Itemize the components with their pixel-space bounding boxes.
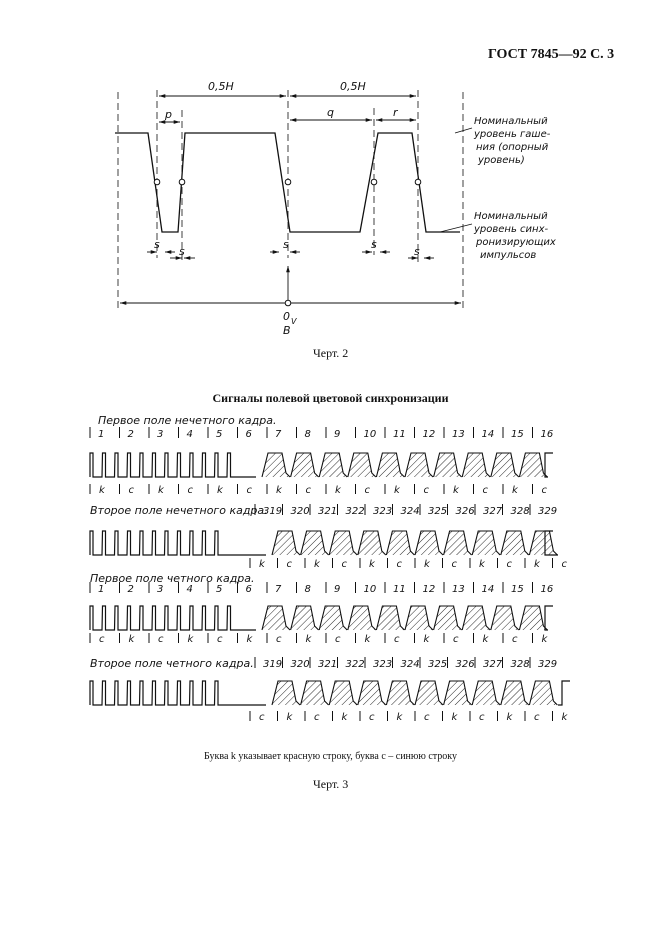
row-letter: k (424, 559, 430, 570)
row-letter: k (561, 712, 568, 723)
color-sync-pulse (529, 681, 557, 705)
line-number: 323 (373, 506, 393, 517)
row-letter: c (314, 712, 320, 723)
line-number: 328 (510, 506, 530, 517)
line-number: 329 (538, 506, 558, 517)
line-number: 327 (483, 506, 503, 517)
fig3-note: Буква k указывает красную строку, буква c – синюю строку (204, 751, 457, 762)
page-header: ГОСТ 7845—92 С. 3 (488, 47, 615, 62)
p-label: p (165, 108, 172, 121)
color-sync-pulse (444, 531, 472, 555)
row-letter: c (396, 559, 402, 570)
color-sync-pulse (405, 453, 433, 477)
color-sync-pulse (358, 531, 386, 555)
row-letter: c (561, 559, 567, 570)
row-letter: k (423, 634, 430, 645)
color-sync-pulse (376, 606, 404, 630)
row-letter: c (394, 634, 400, 645)
row-letter: k (369, 559, 375, 570)
label-line: импульсов (480, 250, 537, 261)
row-letter: c (335, 634, 341, 645)
color-sync-pulse (519, 453, 547, 477)
row-letter: k (99, 485, 105, 496)
line-number: 320 (290, 506, 310, 517)
ov-subscript: V (291, 317, 297, 326)
row-letter: c (217, 634, 223, 645)
row-letter: k (286, 712, 293, 723)
row-letter: k (128, 634, 135, 645)
line-number: 1 (98, 429, 105, 440)
row-label: Первое поле четного кадра. (90, 572, 255, 585)
color-sync-pulse (491, 453, 519, 477)
row-letter: c (453, 634, 459, 645)
color-sync-pulse (519, 606, 547, 630)
row-letter: c (541, 485, 547, 496)
line-sync-tail (545, 453, 553, 477)
line-number: 13 (452, 584, 465, 595)
color-sync-pulse (529, 531, 557, 555)
color-sync-pulse (272, 681, 300, 705)
signal-row (90, 504, 568, 570)
row-letter: k (187, 634, 194, 645)
row-letter: c (158, 634, 164, 645)
line-number: 14 (481, 429, 495, 440)
color-sync-pulse (434, 453, 462, 477)
row-label: Первое поле нечетного кадра. (98, 414, 277, 427)
color-sync-pulse (291, 453, 319, 477)
line-number: 16 (540, 584, 554, 595)
row-letter: k (541, 634, 548, 645)
row-letter: k (453, 485, 459, 496)
line-number: 8 (304, 429, 311, 440)
row-letter: c (506, 559, 512, 570)
line-number: 16 (540, 429, 554, 440)
fig3-title: Сигналы полевой цветовой синхронизации (212, 391, 449, 405)
row-letter: k (534, 559, 540, 570)
line-number: 7 (275, 429, 282, 440)
color-sync-pulse (291, 606, 319, 630)
line-number: 327 (483, 659, 503, 670)
line-number: 324 (400, 659, 420, 670)
row-letter: c (534, 712, 540, 723)
label-line: уровень) (478, 155, 525, 166)
line-sync-tail (558, 681, 570, 705)
color-sync-pulse (329, 531, 357, 555)
line-number: 5 (216, 429, 223, 440)
color-sync-pulse (301, 681, 329, 705)
line-sync-tail (545, 606, 553, 630)
line-number: 1 (98, 584, 105, 595)
line-number: 15 (511, 584, 524, 595)
line-number: 2 (127, 429, 134, 440)
line-number: 10 (363, 584, 377, 595)
color-sync-pulse (262, 453, 290, 477)
line-number: 4 (186, 584, 193, 595)
row-label: Второе поле четного кадра. (90, 657, 254, 670)
s-label: s (154, 238, 160, 251)
row-letter: k (276, 485, 282, 496)
q-label: q (327, 106, 334, 119)
line-number: 12 (422, 429, 436, 440)
row-letter: k (217, 485, 223, 496)
row-letter: k (482, 634, 489, 645)
line-number: 11 (393, 429, 406, 440)
color-sync-pulse (415, 531, 443, 555)
line-number: 3 (157, 429, 164, 440)
fig2-caption: Черт. 2 (313, 346, 349, 360)
s-label: s (414, 245, 420, 258)
color-sync-pulse (386, 681, 414, 705)
line-number: 9 (334, 584, 341, 595)
color-sync-pulse (444, 681, 472, 705)
dim-label-b: 0,5H (340, 80, 366, 93)
row-letter: k (246, 634, 253, 645)
equalizing-pulses (90, 453, 256, 477)
row-letter: k (506, 712, 513, 723)
row-letter: k (259, 559, 265, 570)
color-sync-pulse (501, 531, 529, 555)
color-sync-pulse (462, 606, 490, 630)
line-number: 14 (481, 584, 495, 595)
line-number: 322 (345, 659, 365, 670)
row-letter: c (364, 485, 370, 496)
line-number: 322 (345, 506, 365, 517)
row-letter: c (128, 485, 134, 496)
row-letter: k (335, 485, 341, 496)
row-letter: k (479, 559, 485, 570)
signal-row (90, 657, 570, 723)
line-number: 13 (452, 429, 465, 440)
ov-label: 0 (283, 310, 290, 323)
row-letter: k (305, 634, 312, 645)
color-sync-pulse (472, 531, 500, 555)
s-label: s (283, 238, 289, 251)
color-sync-pulse (319, 453, 347, 477)
color-sync-pulse (301, 531, 329, 555)
row-letter: k (364, 634, 371, 645)
color-sync-pulse (319, 606, 347, 630)
row-letter: k (158, 485, 164, 496)
row-letter: c (512, 634, 518, 645)
line-number: 325 (428, 659, 448, 670)
line-number: 6 (245, 584, 252, 595)
row-letter: c (305, 485, 311, 496)
line-number: 15 (511, 429, 524, 440)
row-letter: k (341, 712, 348, 723)
line-number: 7 (275, 584, 282, 595)
equalizing-pulses (90, 681, 266, 705)
line-number: 324 (400, 506, 420, 517)
s-label: s (179, 245, 185, 258)
color-sync-pulse (462, 453, 490, 477)
label-line: Номинальный (474, 116, 548, 127)
color-sync-pulse (491, 606, 519, 630)
row-letter: k (314, 559, 320, 570)
row-letter: k (394, 485, 400, 496)
line-number: 2 (127, 584, 134, 595)
line-number: 328 (510, 659, 530, 670)
color-sync-pulse (358, 681, 386, 705)
line-number: 325 (428, 506, 448, 517)
label-line: уровень синх- (474, 224, 549, 235)
color-sync-pulse (376, 453, 404, 477)
color-sync-pulse (405, 606, 433, 630)
line-number: 10 (363, 429, 377, 440)
row-letter: k (396, 712, 403, 723)
row-letter: c (286, 559, 292, 570)
line-number: 326 (455, 506, 475, 517)
label-line: ния (опорный (476, 142, 549, 153)
signal-row (90, 414, 553, 496)
line-number: 321 (318, 659, 338, 670)
line-number: 320 (290, 659, 310, 670)
line-number: 12 (422, 584, 436, 595)
equalizing-pulses (90, 606, 256, 630)
color-sync-pulse (348, 453, 376, 477)
color-sync-pulse (501, 681, 529, 705)
label-line: Номинальный (474, 211, 548, 222)
line-number: 6 (245, 429, 252, 440)
signal-row (90, 572, 553, 645)
color-sync-pulse (415, 681, 443, 705)
row-letter: c (341, 559, 347, 570)
color-sync-pulse (329, 681, 357, 705)
row-letter: c (99, 634, 105, 645)
color-sync-pulse (386, 531, 414, 555)
row-letter: c (479, 712, 485, 723)
row-label: Второе поле нечетного кадра. (90, 504, 268, 517)
color-sync-pulse (272, 531, 300, 555)
line-number: 321 (318, 506, 338, 517)
b-label: B (283, 324, 291, 337)
row-letter: c (482, 485, 488, 496)
row-letter: c (423, 485, 429, 496)
line-number: 5 (216, 584, 223, 595)
row-letter: c (187, 485, 193, 496)
fig3-caption: Черт. 3 (313, 777, 349, 791)
line-number: 9 (334, 429, 341, 440)
line-number: 326 (455, 659, 475, 670)
dim-label-a: 0,5H (208, 80, 234, 93)
row-letter: c (276, 634, 282, 645)
line-number: 11 (393, 584, 406, 595)
line-number: 319 (263, 506, 283, 517)
color-sync-pulse (472, 681, 500, 705)
row-letter: k (451, 712, 458, 723)
color-sync-pulse (262, 606, 290, 630)
color-sync-pulse (434, 606, 462, 630)
row-letter: c (369, 712, 375, 723)
label-line: уровень гаше- (474, 129, 551, 140)
row-letter: c (246, 485, 252, 496)
equalizing-pulses (90, 531, 266, 555)
line-number: 3 (157, 584, 164, 595)
row-letter: c (424, 712, 430, 723)
row-letter: c (451, 559, 457, 570)
color-sync-pulse (348, 606, 376, 630)
r-label: r (393, 106, 398, 119)
line-number: 329 (538, 659, 558, 670)
row-letter: k (512, 485, 518, 496)
line-number: 323 (373, 659, 393, 670)
label-line: ронизирующих (476, 237, 556, 248)
s-label: s (371, 238, 377, 251)
row-letter: c (259, 712, 265, 723)
line-number: 4 (186, 429, 193, 440)
line-number: 319 (263, 659, 283, 670)
line-number: 8 (304, 584, 311, 595)
